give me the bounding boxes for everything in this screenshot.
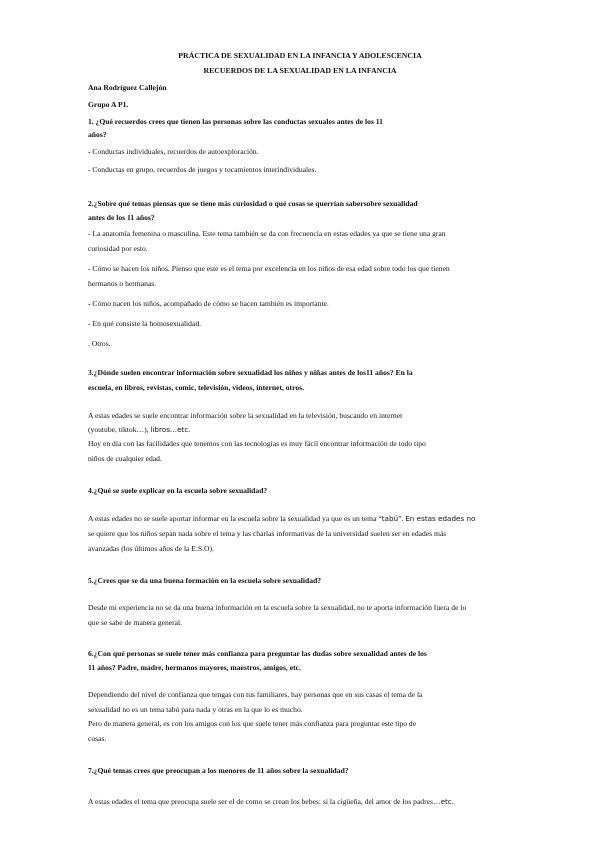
answer-4-line-1-handwritten: En estas edades no (405, 514, 476, 523)
answer-4-line-1 (88, 514, 475, 524)
question-7: 7.¿Qué temas crees que preocupan a los menores de 11 años sobre la sexualidad? (88, 766, 349, 775)
answer-2-item-2-cont: hermanos o hermanas. (88, 279, 157, 288)
answer-2-item-1-cont: curiosidad por esto. (88, 244, 148, 253)
question-5: 5.¿Crees que se da una buena formación en la escuela sobre sexualidad? (88, 576, 322, 585)
answer-2-item-3: - Cómo nacen los niños, acompañado de cómo se hacen también es importante. (88, 299, 329, 308)
answer-4-line-2: se quiere que los niños sepan nada sobre el tema y las charlas informativas de la universidad suelen ser en edades más (88, 529, 447, 538)
answer-4-line-3: avanzadas (los últimos años de la E.S.O). (88, 544, 214, 553)
answer-1-item-1: - Conductas individuales, recuerdos de autoexploración. (88, 147, 259, 156)
author-name: Ana Rodríguez Callejón (88, 83, 167, 92)
question-4: 4.¿Qué se suele explicar en la escuela sobre sexualidad? (88, 486, 268, 495)
answer-6-line-4: cosas. (88, 734, 107, 743)
answer-3-line-4: niños de cualquier edad. (88, 454, 162, 463)
answer-3-line-3: Hoy en día con las facilidades que tenemos con las tecnologías es muy fácil encontrar información de todo tipo (88, 439, 426, 448)
answer-6-line-1: Dependiendo del nivel de confianza que tengas con tus familiares, hay personas que en sus casas el tema de la (88, 690, 423, 699)
answer-4-taboo-word: tabú (381, 514, 399, 523)
answer-4-quote-close: ”. (398, 514, 404, 523)
answer-6-line-3: Pero de manera general, es con los amigos con los que suele tener más confianza para preguntar este tipo de (88, 719, 417, 728)
question-6-cont: 11 años? Padre, madre, hermanos mayores, maestros, amigos, etc. (88, 663, 301, 672)
group-label: Grupo A P1. (88, 100, 129, 109)
question-1: 1. ¿Qué recuerdos crees que tienen las personas sobre las conductas sexuales antes de los 11 (88, 117, 383, 126)
question-2-cont: antes de los 11 años? (88, 213, 155, 222)
answer-3-line-2 (88, 425, 191, 435)
answer-2-item-5: . Otros. (88, 339, 111, 348)
document-title: PRÁCTICA DE SEXUALIDAD EN LA INFANCIA Y ADOLESCENCIA (178, 51, 422, 60)
answer-7-line-1 (88, 797, 454, 807)
answer-2-item-2: - Cómo se hacen los niños. Pienso que este es el tema por excelencia en los niños de esa edad sobre todo los que tienen (88, 264, 450, 273)
question-3: 3.¿Dónde suelen encontrar información sobre sexualidad los niños y niñas antes de los11 años? En la (88, 368, 413, 377)
answer-3-line-2-text: (youtube, tiktok…), (88, 425, 149, 434)
answer-4-line-1-text: A estas edades no se suele aportar informar en la escuela sobre la sexualidad ya que es un tema “ (88, 514, 382, 523)
question-2: 2.¿Sobre qué temas piensas que se tiene más curiosidad o qué cosas se querrían sabersobre sexualidad (88, 199, 418, 208)
answer-5-line-1: Desde mi experiencia no se da una buena información en la escuela sobre la sexualidad, no te aporta información fuera de lo (88, 603, 467, 612)
answer-2-item-4: - En qué consiste la homosexualidad. (88, 319, 202, 328)
answer-6-line-2: sexualidad no es un tema tabú para nada y otras en la que lo es mucho. (88, 705, 303, 714)
answer-7-line-1-text: A estas edades el tema que preocupa suele ser el de como se crean los bebes: si la cigüeña, del amor de los padres… (88, 797, 441, 806)
question-1-cont: años? (88, 130, 107, 139)
answer-7-line-1-handwritten: etc. (440, 797, 455, 806)
answer-3-line-2-handwritten: libros…etc. (150, 425, 191, 434)
answer-2-item-1: - La anatomía femenina o masculina. Este tema también se da con frecuencia en estas edades ya que se tiene una gran (88, 229, 446, 238)
document-subtitle: RECUERDOS DE LA SEXUALIDAD EN LA INFANCIA (203, 66, 397, 75)
question-3-cont: escuela, en libros, revistas, comic, televisión, videos, internet, otros. (88, 383, 304, 392)
answer-1-item-2: - Conductas en grupo, recuerdos de juegos y tocamientos interindividuales. (88, 165, 317, 174)
answer-3-line-1: A estas edades se suele encontrar información sobre la sexualidad en la televisión, buscando en internet (88, 411, 403, 420)
question-6: 6.¿Con qué personas se suele tener más confianza para preguntar las dudas sobre sexualidad antes de los (88, 649, 427, 658)
answer-5-line-2: que se sabe de manera general. (88, 618, 183, 627)
